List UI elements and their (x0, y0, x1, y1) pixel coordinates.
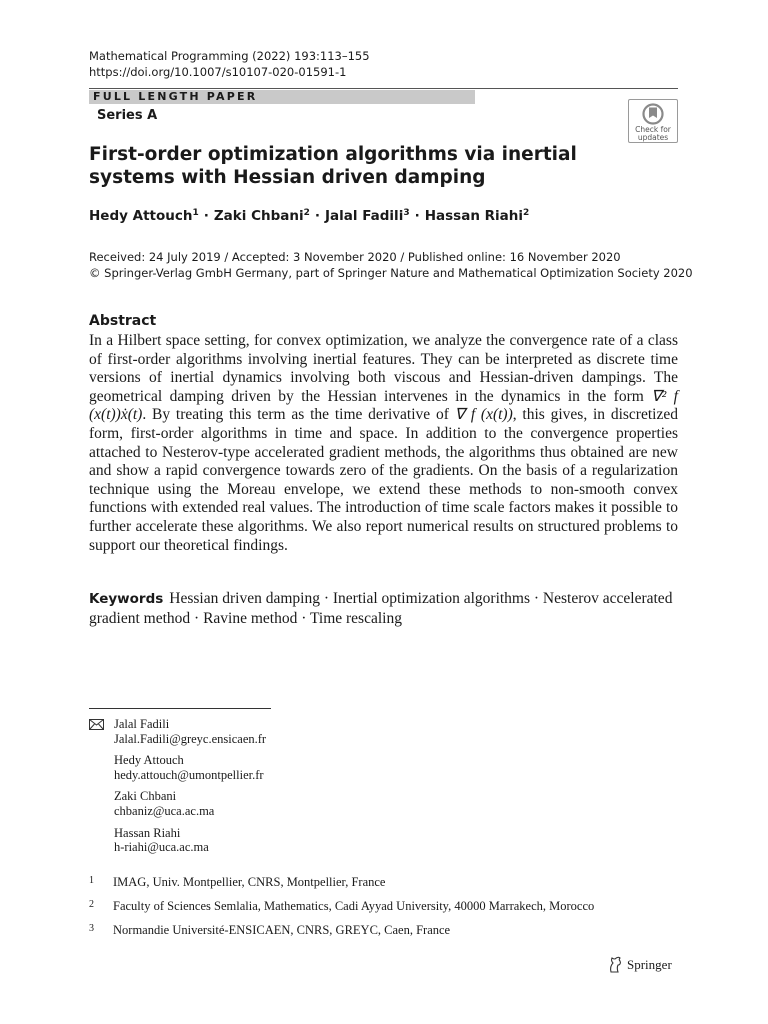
affiliation-number: 2 (89, 899, 94, 910)
journal-doi[interactable]: https://doi.org/10.1007/s10107-020-01591-1 (89, 64, 347, 79)
contact-name: Hassan Riahi (114, 825, 181, 840)
author-name[interactable]: Hedy Attouch (89, 208, 193, 224)
author-name[interactable]: Zaki Chbani (213, 208, 304, 224)
affiliation-text: Faculty of Sciences Semlalia, Mathematics, Cadi Ayyad University, 40000 Marrakech, Morocco (113, 899, 595, 913)
abstract-heading: Abstract (89, 313, 157, 329)
author-name[interactable]: Hassan Riahi (424, 208, 524, 224)
affiliation-text: Normandie Université-ENSICAEN, CNRS, GREYC, Caen, France (113, 923, 451, 937)
contact-name: Jalal Fadili (114, 717, 170, 731)
affiliation-item (89, 921, 594, 938)
footnote-rule (89, 708, 271, 709)
envelope-icon (89, 719, 104, 730)
affiliation-item (89, 873, 594, 890)
keywords-section (89, 589, 678, 628)
abstract-text: In a Hilbert space setting, for convex optimization, we analyze the convergence rate of a class of first-order algorithms involving inertial features. They can be interpreted as discrete time versions of inertial dynamics involving both viscous and Hessian-driven dampings. The geometrical damping driven by the Hessian intervenes in the dynamics in the form (89, 332, 678, 405)
author-affil-marker: 1 (192, 208, 199, 218)
affiliation-list (89, 873, 594, 945)
keywords-label: Keywords (89, 591, 164, 607)
series-label: Series A (97, 108, 158, 123)
affiliation-number: 1 (89, 875, 94, 886)
author-affil-marker: 2 (303, 208, 310, 218)
publisher-name: Springer (627, 956, 672, 972)
publication-info (89, 250, 693, 281)
contact-entry (114, 717, 266, 746)
contact-entry (114, 826, 266, 855)
badge-line-2: updates (637, 133, 669, 142)
affiliation-text: IMAG, Univ. Montpellier, CNRS, Montpellier, France (113, 875, 386, 889)
paper-title: First-order optimization algorithms via inertial systems with Hessian driven damping (89, 144, 577, 188)
contact-email[interactable]: h-riahi@uca.ac.ma (114, 840, 209, 855)
contact-entry (114, 789, 266, 818)
author-affil-marker: 2 (523, 208, 530, 218)
author-name[interactable]: Jalal Fadili (325, 208, 404, 224)
journal-citation: Mathematical Programming (2022) 193:113–155 (89, 49, 370, 63)
abstract-body (89, 332, 678, 555)
abstract-text: . By treating this term as the time derivative of (142, 406, 455, 424)
publisher-logo (607, 956, 672, 973)
contact-email[interactable]: chbaniz@uca.ac.ma (114, 803, 215, 818)
affiliation-item (89, 897, 594, 914)
keywords-text: Hessian driven damping · Inertial optimization algorithms · Nesterov accelerated gradient method · Ravine method · Time rescaling (89, 590, 673, 627)
contact-entry (114, 753, 266, 782)
header-rule (89, 88, 678, 89)
abstract-math: ∇ f (x(t)) (454, 406, 513, 424)
contact-email[interactable]: Jalal.Fadili@greyc.ensicaen.fr (114, 731, 267, 746)
badge-line-1: Check for (635, 125, 671, 134)
author-list: Hedy Attouch$^1$ · Zaki Chbani$^2$ · Jalal Fadili$^3$ · Hassan Riahi$^2$ (89, 208, 530, 224)
abstract-text: , this gives, in discretized form, first-order algorithms in time and space. In addition to the convergence properties attached to Nesterov-type accelerated gradient methods, the algorithms thus obtained are new and show a rapid convergence towards zero of the gradients. On the basis of a regularization technique using the Moreau envelope, we extend these methods to non-smooth convex functions with extended real values. The introduction of time scale factors makes it possible to further accelerate these algorithms. We also report numerical results on structured problems to support our theoretical findings. (89, 406, 678, 554)
article-type-banner: FULL LENGTH PAPER (89, 90, 475, 104)
contact-list (114, 717, 266, 862)
publication-dates: Received: 24 July 2019 / Accepted: 3 November 2020 / Published online: 16 November 2020 (89, 250, 621, 264)
author-affil-marker: 3 (403, 208, 410, 218)
contact-name: Zaki Chbani (114, 789, 177, 804)
check-for-updates-badge[interactable] (628, 99, 678, 143)
check-for-updates-icon (642, 103, 664, 125)
copyright-notice: © Springer-Verlag GmbH Germany, part of Springer Nature and Mathematical Optimization Society 2020 (89, 265, 693, 280)
contact-email[interactable]: hedy.attouch@umontpellier.fr (114, 767, 264, 782)
journal-header (89, 49, 370, 80)
affiliation-number: 3 (89, 923, 94, 934)
abstract-math: ∇² f (x(t))ẋ(t) (89, 387, 678, 424)
contact-name: Hedy Attouch (114, 753, 184, 768)
springer-horse-icon (607, 956, 623, 973)
